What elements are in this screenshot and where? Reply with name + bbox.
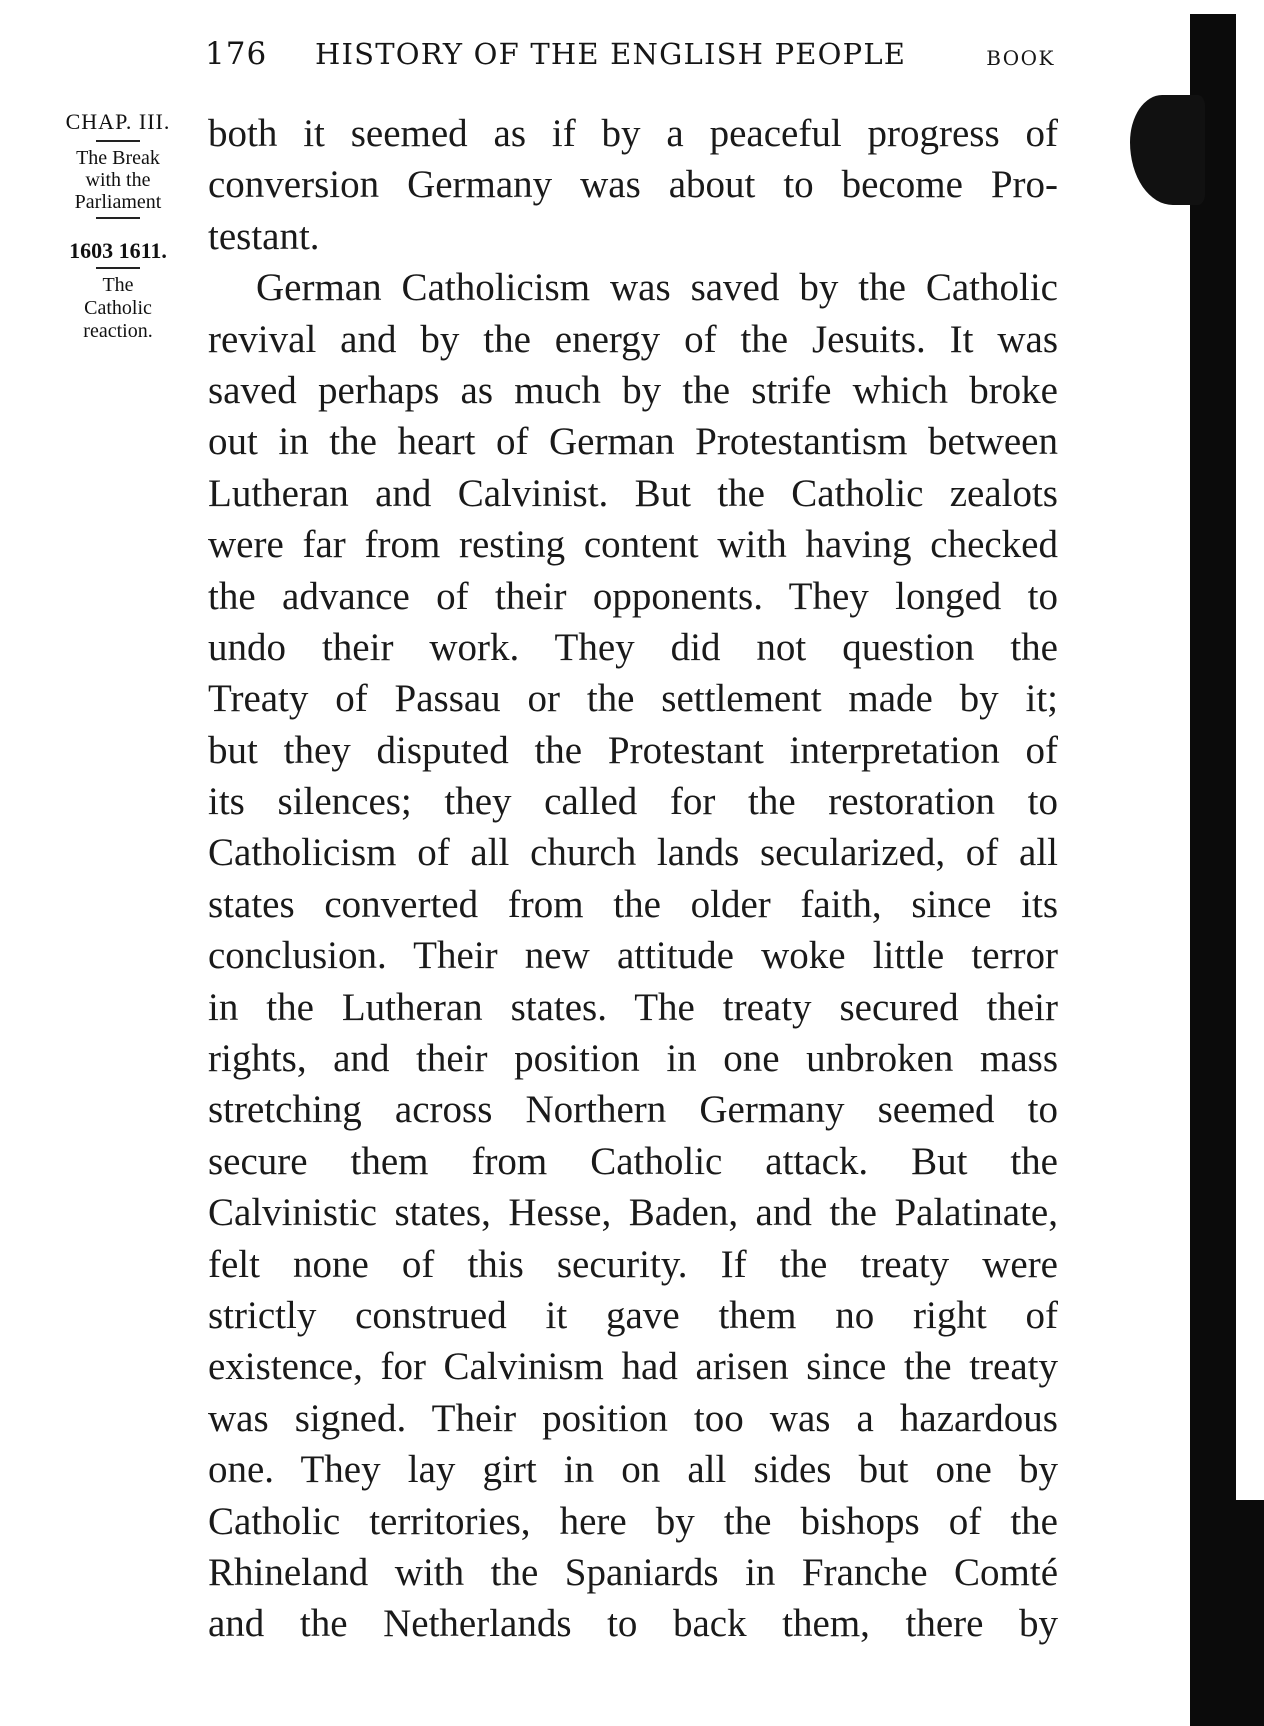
body-line: in the Lutheran states. The treaty secured their [208,985,1058,1029]
margin-note-divider [96,140,140,142]
body-line: revival and by the energy of the Jesuits. It was [208,317,1058,361]
body-line: strictly construed it gave them no right of [208,1293,1058,1337]
scanned-page-edge-lower [1210,1500,1264,1726]
body-line: conclusion. Their new attitude woke little terror [208,934,1058,978]
body-line: out in the heart of German Protestantism between [208,420,1058,464]
body-line: states converted from the older faith, since its [208,882,1058,926]
body-line: were far from resting content with having checked [208,523,1058,567]
body-line: secure them from Catholic attack. But the [208,1139,1058,1183]
body-line: and the Netherlands to back them, there by [208,1602,1058,1646]
body-line: saved perhaps as much by the strife which broke [208,368,1058,412]
body-line: Catholic territories, here by the bishops of the [208,1499,1058,1543]
section-note-line: Parliament [74,191,162,213]
body-line: Catholicism of all church lands secularized, of all [208,831,1058,875]
section-note-line: with the [85,169,151,191]
body-line: Treaty of Passau or the settlement made by it; [208,677,1058,721]
page-number: 176 [205,36,268,72]
body-line: both it seemed as if by a peaceful progress of [208,112,1058,155]
body-line: undo their work. They did not question the [208,625,1058,669]
body-line: the advance of their opponents. They longed to [208,574,1058,618]
body-line: its silences; they called for the restoration to [208,780,1058,824]
body-line: Calvinistic states, Hesse, Baden, and the Palatinate, [208,1191,1058,1235]
page-header [205,28,1055,80]
body-line: Rhineland with the Spaniards in Franche Comté [208,1550,1058,1594]
body-line: felt none of this security. If the treaty were [208,1242,1058,1286]
running-title: HISTORY OF THE ENGLISH PEOPLE [315,37,907,71]
scan-ink-blot [1130,95,1205,205]
topic-note-line: reaction. [83,320,153,342]
chapter-note: CHAP. III. [65,109,171,134]
years-note: 1603 1611. [69,238,167,263]
section-note-line: The Break [76,147,160,169]
topic-note-line: The [102,274,134,296]
body-line: conversion Germany was about to become Pro- [208,163,1058,207]
margin-note-divider [96,267,140,269]
body-line: was signed. Their position too was a hazardous [208,1396,1058,1440]
book-label: BOOK [986,46,1055,70]
body-line: but they disputed the Protestant interpretation of [208,728,1058,772]
scanned-page-edge [1190,14,1236,1726]
body-line: existence, for Calvinism had arisen since the treaty [208,1345,1058,1389]
margin-note-divider [96,217,140,219]
body-text [208,108,1058,1650]
body-line: German Catholicism was saved by the Catholic [256,266,1058,310]
body-line: rights, and their position in one unbroken mass [208,1037,1058,1081]
topic-note-line: Catholic [84,297,152,319]
body-line: Lutheran and Calvinist. But the Catholic zealots [208,471,1058,515]
body-line: testant. [208,214,320,258]
body-line: stretching across Northern Germany seemed to [208,1088,1058,1132]
margin-notes [38,108,198,343]
body-line: one. They lay girt in on all sides but one by [208,1448,1058,1492]
